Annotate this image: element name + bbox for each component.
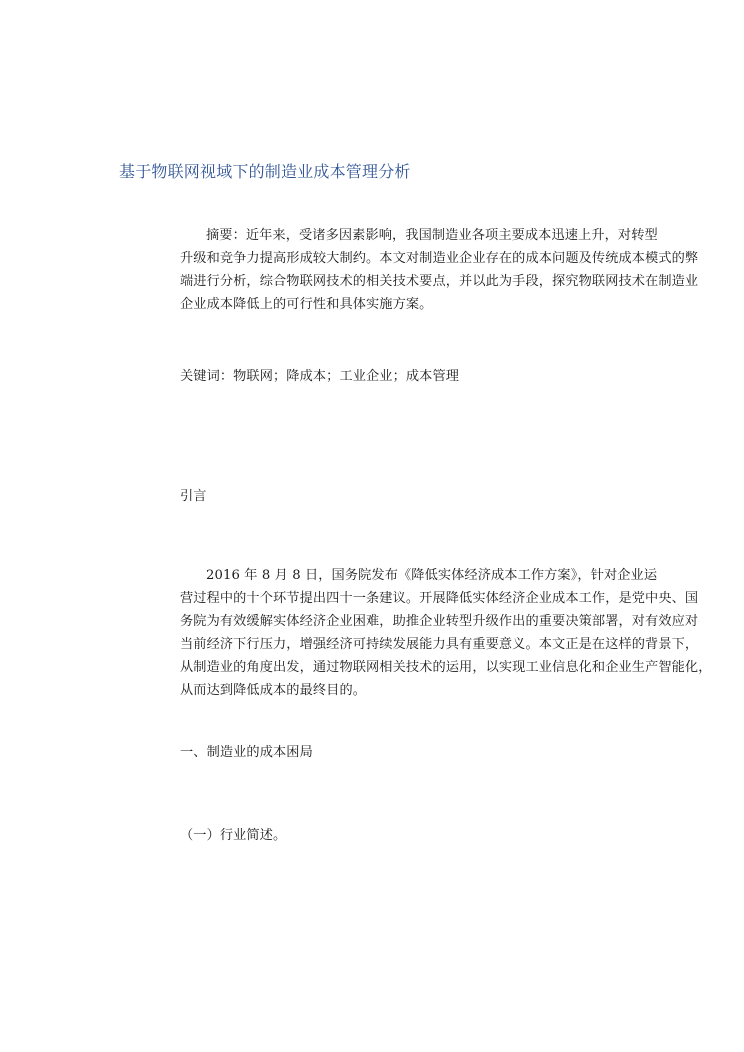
section-heading-text: 一、制造业的成本困局 (180, 745, 313, 760)
subsection-heading-text: （一）行业简述。 (180, 828, 287, 843)
intro-body-line: 2016 年 8 月 8 日，国务院发布《降低实体经济成本工作方案》，针对企业运 (206, 568, 658, 583)
abstract-line: 端进行分析，综合物联网技术的相关技术要点，并以此为手段，探究物联网技术在制造业 (180, 274, 699, 289)
intro-body-line: 从制造业的角度出发，通过物联网相关技术的运用，以实现工业信息化和企业生产智能化， (180, 660, 712, 675)
intro-body-line: 当前经济下行压力，增强经济可持续发展能力具有重要意义。本文正是在这样的背景下， (180, 637, 699, 652)
section-heading (180, 741, 650, 764)
document-title: 基于物联网视域下的制造业成本管理分析 (119, 162, 411, 181)
abstract-line: 企业成本降低上的可行性和具体实施方案。 (180, 297, 433, 312)
intro-body-line: 务院为有效缓解实体经济企业困难，助推企业转型升级作出的重要决策部署，对有效应对 (180, 614, 699, 629)
intro-body-paragraph (180, 564, 712, 702)
intro-body-line: 从而达到降低成本的最终目的。 (180, 683, 367, 698)
intro-body-line: 营过程中的十个环节提出四十一条建议。开展降低实体经济企业成本工作，是党中央、国 (180, 591, 699, 606)
keywords-paragraph (180, 365, 650, 388)
intro-heading (180, 485, 650, 508)
subsection-heading (180, 824, 650, 847)
abstract-line: 摘要：近年来，受诸多因素影响，我国制造业各项主要成本迅速上升，对转型 (206, 228, 658, 243)
abstract-line: 升级和竞争力提高形成较大制约。本文对制造业企业存在的成本问题及传统成本模式的弊 (180, 251, 699, 266)
abstract-paragraph (180, 224, 699, 316)
intro-heading-text: 引言 (180, 489, 207, 504)
keywords-text: 关键词：物联网；降成本；工业企业；成本管理 (180, 369, 460, 384)
